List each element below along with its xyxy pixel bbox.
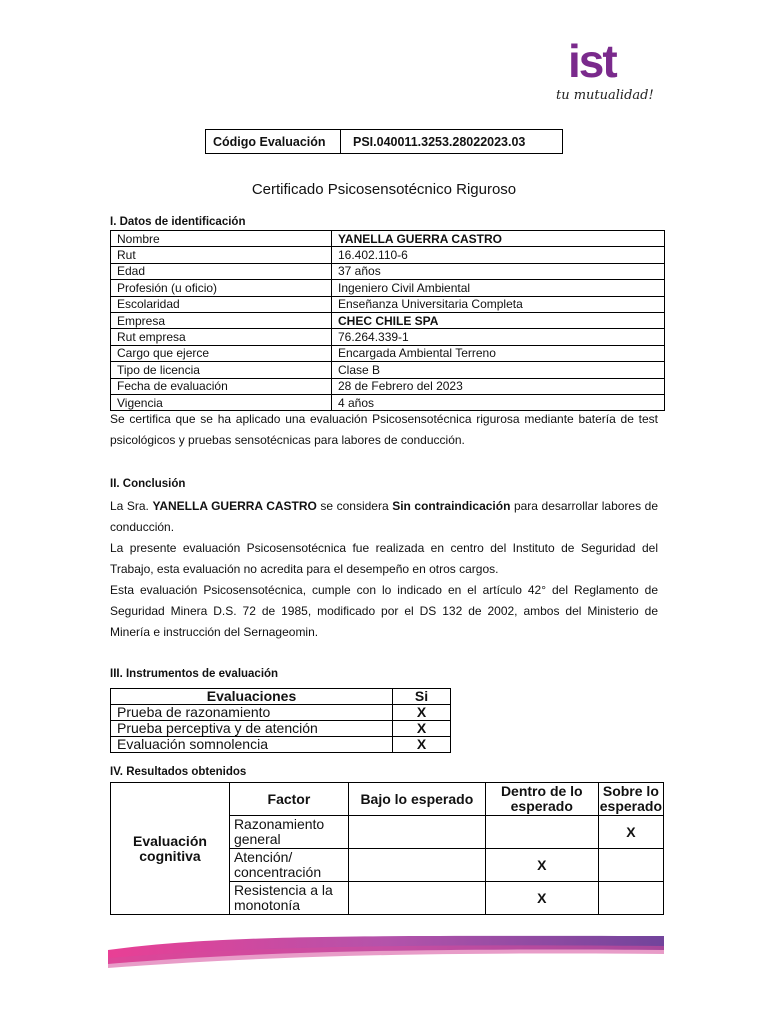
table-row bbox=[111, 247, 665, 263]
row-value: Encargada Ambiental Terreno bbox=[332, 345, 665, 361]
table-row bbox=[111, 378, 665, 394]
table-row bbox=[111, 737, 451, 753]
row-value: Enseñanza Universitaria Completa bbox=[332, 296, 665, 312]
instrument-check: X bbox=[393, 721, 451, 737]
cell-bajo bbox=[348, 882, 485, 915]
row-key: Cargo que ejerce bbox=[111, 345, 332, 361]
cell-bajo bbox=[348, 849, 485, 882]
conclusion-result: Sin contraindicación bbox=[392, 499, 511, 513]
table-header-row bbox=[111, 783, 664, 816]
factor-name: Atención/ concentración bbox=[229, 849, 348, 882]
conclusion-prefix: La Sra. bbox=[110, 499, 153, 513]
table-row bbox=[111, 362, 665, 378]
col-si: Si bbox=[393, 689, 451, 705]
results-table bbox=[110, 782, 664, 915]
evaluation-center-paragraph: La presente evaluación Psicosensotécnica fue realizada en centro del Instituto de Seguridad del Trabajo, esta evaluación no acredita para el desempeño en otros cargos. bbox=[110, 541, 658, 576]
section-3-heading: III. Instrumentos de evaluación bbox=[110, 668, 279, 680]
instrument-check: X bbox=[393, 737, 451, 753]
row-key: Rut empresa bbox=[111, 329, 332, 345]
row-key: Empresa bbox=[111, 312, 332, 328]
row-key: Tipo de licencia bbox=[111, 362, 332, 378]
logo-wordmark: ist bbox=[568, 35, 616, 87]
table-row bbox=[111, 329, 665, 345]
regulation-paragraph: Esta evaluación Psicosensotécnica, cumple con lo indicado en el artículo 42° del Reglamento de Seguridad Minera D.S. 72 de 1985, modificado por el DS 132 de 2002, ambos del Ministerio de Minería e instrucción del Sernageomin. bbox=[110, 583, 658, 639]
table-header-row bbox=[111, 689, 451, 705]
factor-name: Resistencia a la monotonía bbox=[229, 882, 348, 915]
conclusion-mid: se considera bbox=[316, 499, 393, 513]
row-value: CHEC CHILE SPA bbox=[332, 312, 665, 328]
cell-dentro bbox=[485, 816, 598, 849]
instruments-table bbox=[110, 688, 451, 753]
row-key: Escolaridad bbox=[111, 296, 332, 312]
row-key: Edad bbox=[111, 263, 332, 279]
ist-logo bbox=[552, 35, 662, 108]
col-sobre: Sobre lo esperado bbox=[599, 783, 662, 814]
identification-table bbox=[110, 230, 665, 411]
evaluation-code-label: Código Evaluación bbox=[206, 130, 341, 153]
instrument-check: X bbox=[393, 705, 451, 721]
section-1-heading: I. Datos de identificación bbox=[110, 216, 246, 228]
row-value: 28 de Febrero del 2023 bbox=[332, 378, 665, 394]
row-value: 4 años bbox=[332, 394, 665, 410]
table-row bbox=[111, 296, 665, 312]
section-2-heading: II. Conclusión bbox=[110, 478, 186, 490]
row-value: 76.264.339-1 bbox=[332, 329, 665, 345]
instrument-name: Prueba de razonamiento bbox=[111, 705, 393, 721]
row-value: 16.402.110-6 bbox=[332, 247, 665, 263]
table-row bbox=[111, 705, 451, 721]
table-row bbox=[111, 263, 665, 279]
cell-bajo bbox=[348, 816, 485, 849]
table-row bbox=[111, 280, 665, 296]
cell-dentro: X bbox=[485, 882, 598, 915]
group-label: Evaluación cognitiva bbox=[111, 783, 230, 915]
logo-tagline: tu mutualidad! bbox=[556, 88, 654, 103]
table-row bbox=[111, 312, 665, 328]
table-row bbox=[111, 721, 451, 737]
row-value: YANELLA GUERRA CASTRO bbox=[332, 231, 665, 247]
col-bajo: Bajo lo esperado bbox=[348, 783, 485, 816]
evaluation-code-value: PSI.040011.3253.28022023.03 bbox=[353, 134, 526, 149]
conclusion-suffix: para desarrollar labores de conducción. bbox=[110, 499, 658, 534]
cell-dentro: X bbox=[485, 849, 598, 882]
person-name: YANELLA GUERRA CASTRO bbox=[152, 499, 317, 513]
footer-wave-band bbox=[108, 928, 664, 972]
row-key: Vigencia bbox=[111, 394, 332, 410]
instrument-name: Evaluación somnolencia bbox=[111, 737, 393, 753]
section-4-heading: IV. Resultados obtenidos bbox=[110, 766, 247, 778]
row-key: Profesión (u oficio) bbox=[111, 280, 332, 296]
cell-sobre bbox=[598, 882, 663, 915]
col-evaluaciones: Evaluaciones bbox=[111, 689, 393, 705]
row-key: Rut bbox=[111, 247, 332, 263]
table-row bbox=[111, 345, 665, 361]
conclusion-paragraph bbox=[110, 496, 658, 538]
col-factor: Factor bbox=[229, 783, 348, 816]
row-value: Clase B bbox=[332, 362, 665, 378]
row-key: Fecha de evaluación bbox=[111, 378, 332, 394]
table-row bbox=[111, 231, 665, 247]
document-title: Certificado Psicosensotécnico Riguroso bbox=[251, 181, 517, 198]
row-value: 37 años bbox=[332, 263, 665, 279]
evaluation-code-box bbox=[205, 129, 563, 154]
row-value: Ingeniero Civil Ambiental bbox=[332, 280, 665, 296]
row-key: Nombre bbox=[111, 231, 332, 247]
cell-sobre: X bbox=[598, 816, 663, 849]
cell-sobre bbox=[598, 849, 663, 882]
certify-paragraph: Se certifica que se ha aplicado una evaluación Psicosensotécnica rigurosa mediante batería de test psicológicos y pruebas sensotécnicas para labores de conducción. bbox=[110, 412, 658, 447]
factor-name: Razonamiento general bbox=[229, 816, 348, 849]
col-dentro: Dentro de lo esperado bbox=[485, 783, 598, 816]
instrument-name: Prueba perceptiva y de atención bbox=[111, 721, 393, 737]
